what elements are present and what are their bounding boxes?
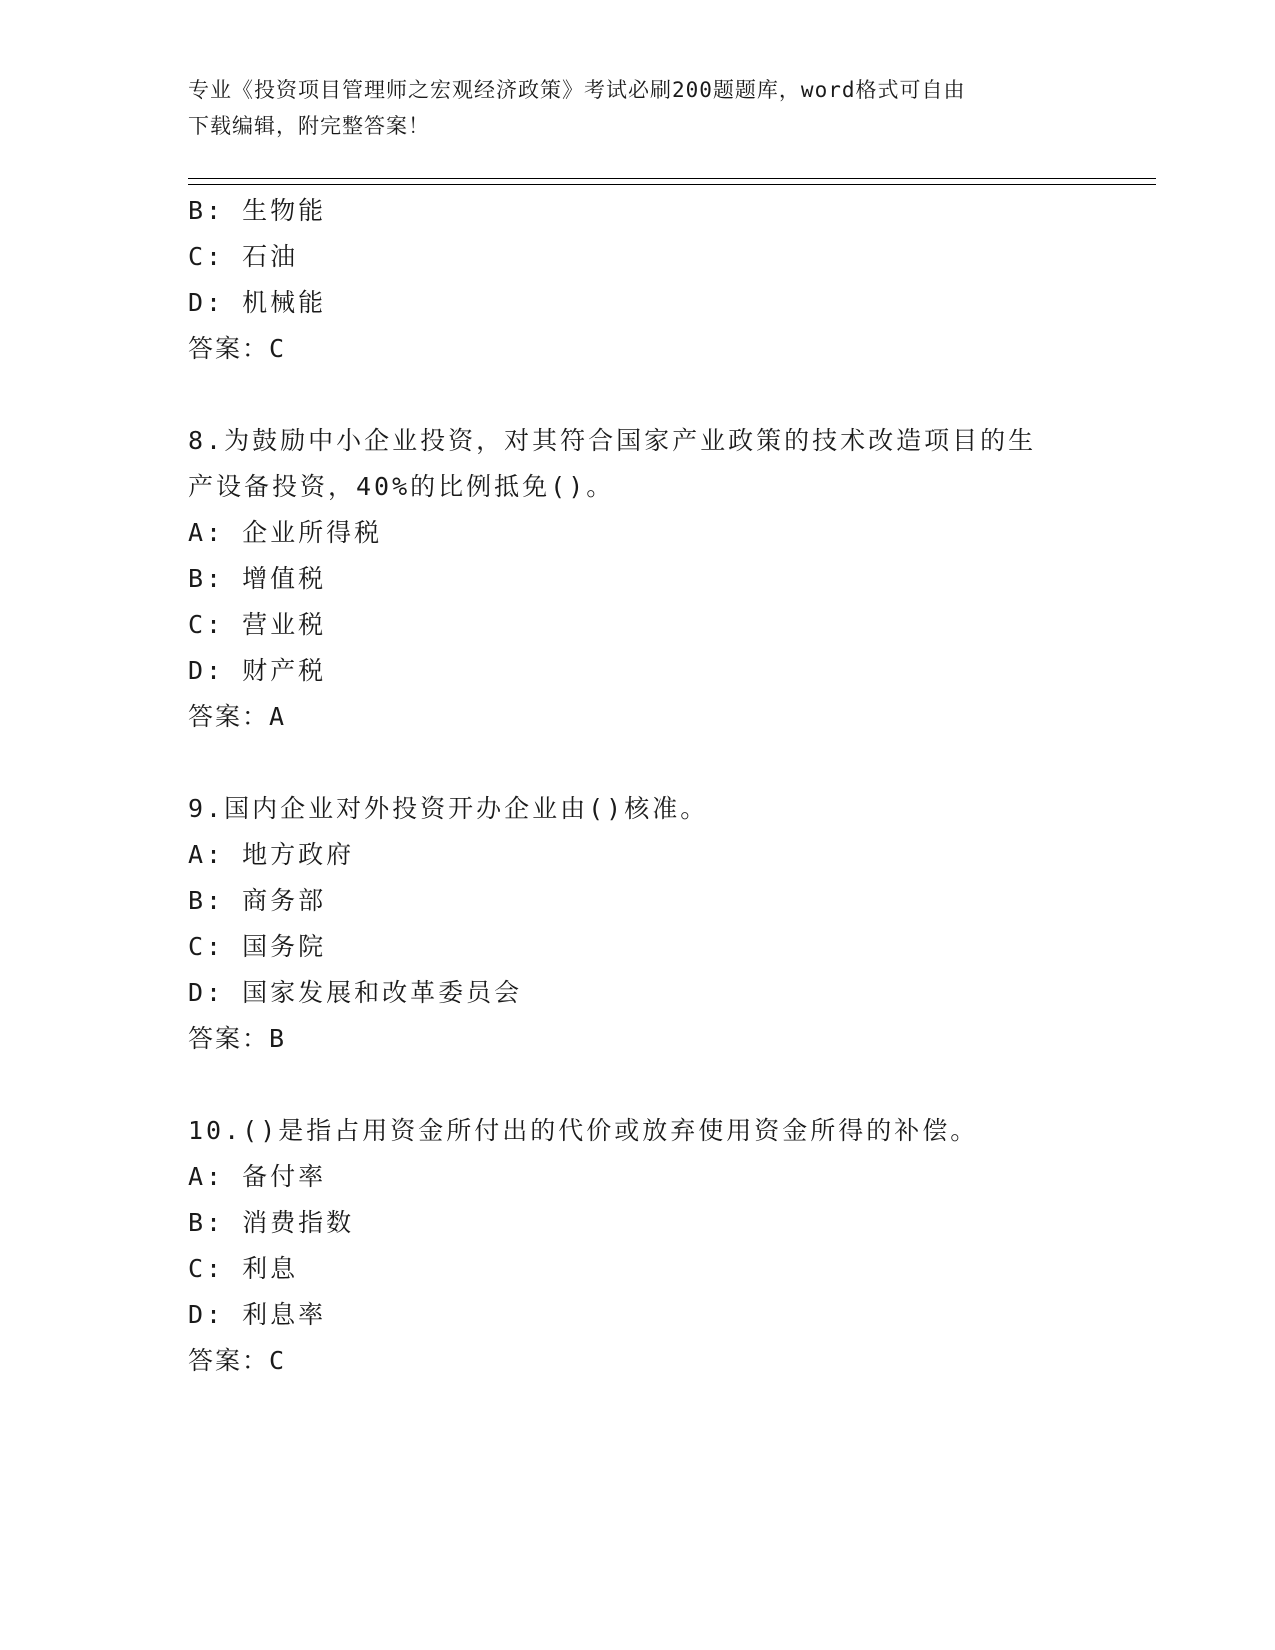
option-a: A: 地方政府 xyxy=(188,840,355,869)
spacer xyxy=(188,372,1088,418)
question-8 xyxy=(188,418,1088,740)
option-b: B: 生物能 xyxy=(188,196,327,225)
question-stem: 8.为鼓励中小企业投资，对其符合国家产业政策的技术改造项目的生 xyxy=(188,426,1037,455)
header-divider xyxy=(188,178,1156,185)
option-a: A: 备付率 xyxy=(188,1162,327,1191)
question-content xyxy=(188,188,1088,1384)
option-d: D: 财产税 xyxy=(188,656,327,685)
header-line-2: 下载编辑，附完整答案！ xyxy=(188,114,430,138)
question-9 xyxy=(188,786,1088,1062)
question-stem-continued: 产设备投资，40%的比例抵免()。 xyxy=(188,472,615,501)
question-stem: 10.()是指占用资金所付出的代价或放弃使用资金所得的补偿。 xyxy=(188,1116,979,1145)
option-b: B: 商务部 xyxy=(188,886,327,915)
option-c: C: 石油 xyxy=(188,242,299,271)
prev-question-block xyxy=(188,188,1088,372)
option-d: D: 利息率 xyxy=(188,1300,327,1329)
answer: 答案：A xyxy=(188,702,287,731)
option-c: C: 利息 xyxy=(188,1254,299,1283)
spacer xyxy=(188,740,1088,786)
spacer xyxy=(188,1062,1088,1108)
option-b: B: 消费指数 xyxy=(188,1208,355,1237)
option-c: C: 营业税 xyxy=(188,610,327,639)
option-a: A: 企业所得税 xyxy=(188,518,383,547)
answer: 答案：C xyxy=(188,334,287,363)
question-stem: 9.国内企业对外投资开办企业由()核准。 xyxy=(188,794,709,823)
option-b: B: 增值税 xyxy=(188,564,327,593)
option-d: D: 机械能 xyxy=(188,288,327,317)
answer: 答案：C xyxy=(188,1346,287,1375)
header-line-1: 专业《投资项目管理师之宏观经济政策》考试必刷200题题库，word格式可自由 xyxy=(188,78,966,102)
document-header xyxy=(188,72,1088,144)
question-10 xyxy=(188,1108,1088,1384)
answer: 答案：B xyxy=(188,1024,287,1053)
option-c: C: 国务院 xyxy=(188,932,327,961)
option-d: D: 国家发展和改革委员会 xyxy=(188,978,523,1007)
